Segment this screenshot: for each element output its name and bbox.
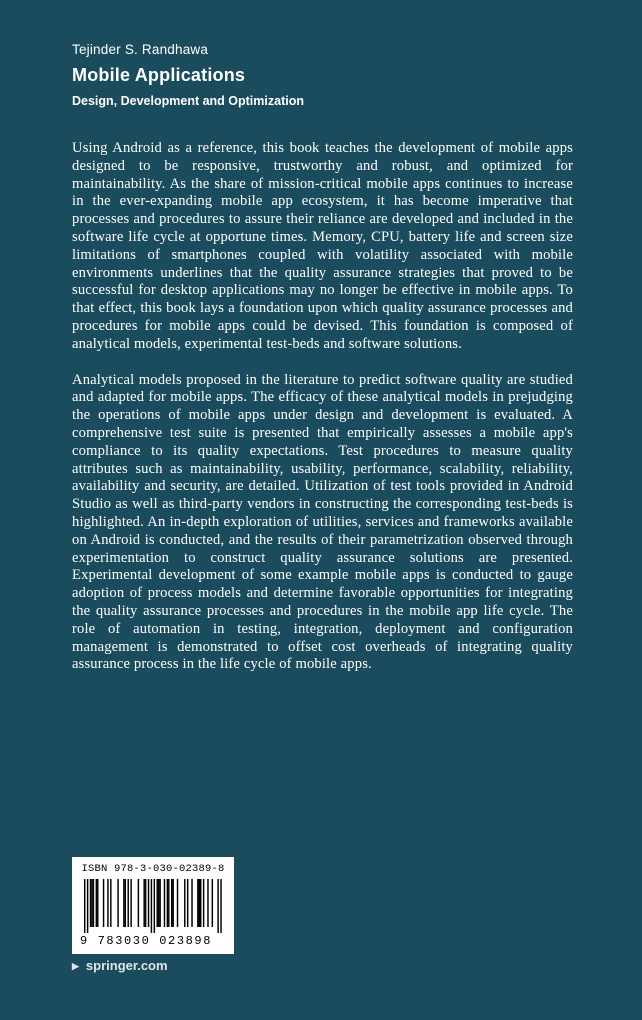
book-title: Mobile Applications [72, 65, 246, 85]
back-cover-blurb [72, 140, 573, 674]
publisher-url: springer.com [85, 958, 168, 973]
blurb-paragraph-1: Using Android as a reference, this book teaches the development of mobile apps designed to be responsive, trustworthy and robust, and optimized for maintainability. As the share of mission-critical mobile apps continues to increase in the ever-expanding mobile app ecosystem, it has become imperative that processes and procedures to assure their reliance are developed and included in the software life cycle at opportune times. Memory, CPU, battery life and screen size limitations of smartphones coupled with volatility associated with mobile environments underlines that the quality assurance strategies that proved to be successful for desktop applications may no longer be effective in mobile apps. To that effect, this book lays a foundation upon which quality assurance processes and procedures for mobile apps could be devised. This foundation is composed of analytical models, experimental test-beds and software solutions. [72, 140, 573, 352]
barcode-number: 9 783030 023898 [80, 934, 213, 948]
isbn-barcode-panel [72, 857, 234, 954]
ean13-barcode-icon [84, 879, 222, 933]
cover-header [72, 42, 582, 108]
publisher-line [72, 958, 168, 973]
arrow-right-icon: ▶ [72, 961, 79, 971]
blurb-paragraph-2: Analytical models proposed in the literature to predict software quality are studied and adapted for mobile apps. The efficacy of these analytical models in prejudging the operations of mobile apps under design and development is evaluated. A comprehensive test suite is presented that empirically assesses a mobile app's compliance to its quality expectations. Test procedures to measure quality attributes such as maintainability, usability, performance, scalability, reliability, availability and security, are detailed. Utilization of test tools provided in Android Studio as well as third-party vendors in constructing the corresponding test-beds is highlighted. An in-depth exploration of utilities, services and frameworks available on Android is conducted, and the results of their parametrization observed through experimentation to construct quality assurance solutions are presented. Experimental development of some example mobile apps is conducted to gauge adoption of process models and determine favorable opportunities for integrating the quality assurance processes and procedures in the mobile app life cycle. The role of automation in testing, integration, deployment and configuration management is demonstrated to offset cost overheads of integrating quality assurance process in the life cycle of mobile apps. [72, 371, 573, 673]
isbn-label: ISBN 978-3-030-02389-8 [81, 863, 225, 875]
book-subtitle: Design, Development and Optimization [72, 94, 304, 108]
author-name: Tejinder S. Randhawa [72, 42, 209, 57]
